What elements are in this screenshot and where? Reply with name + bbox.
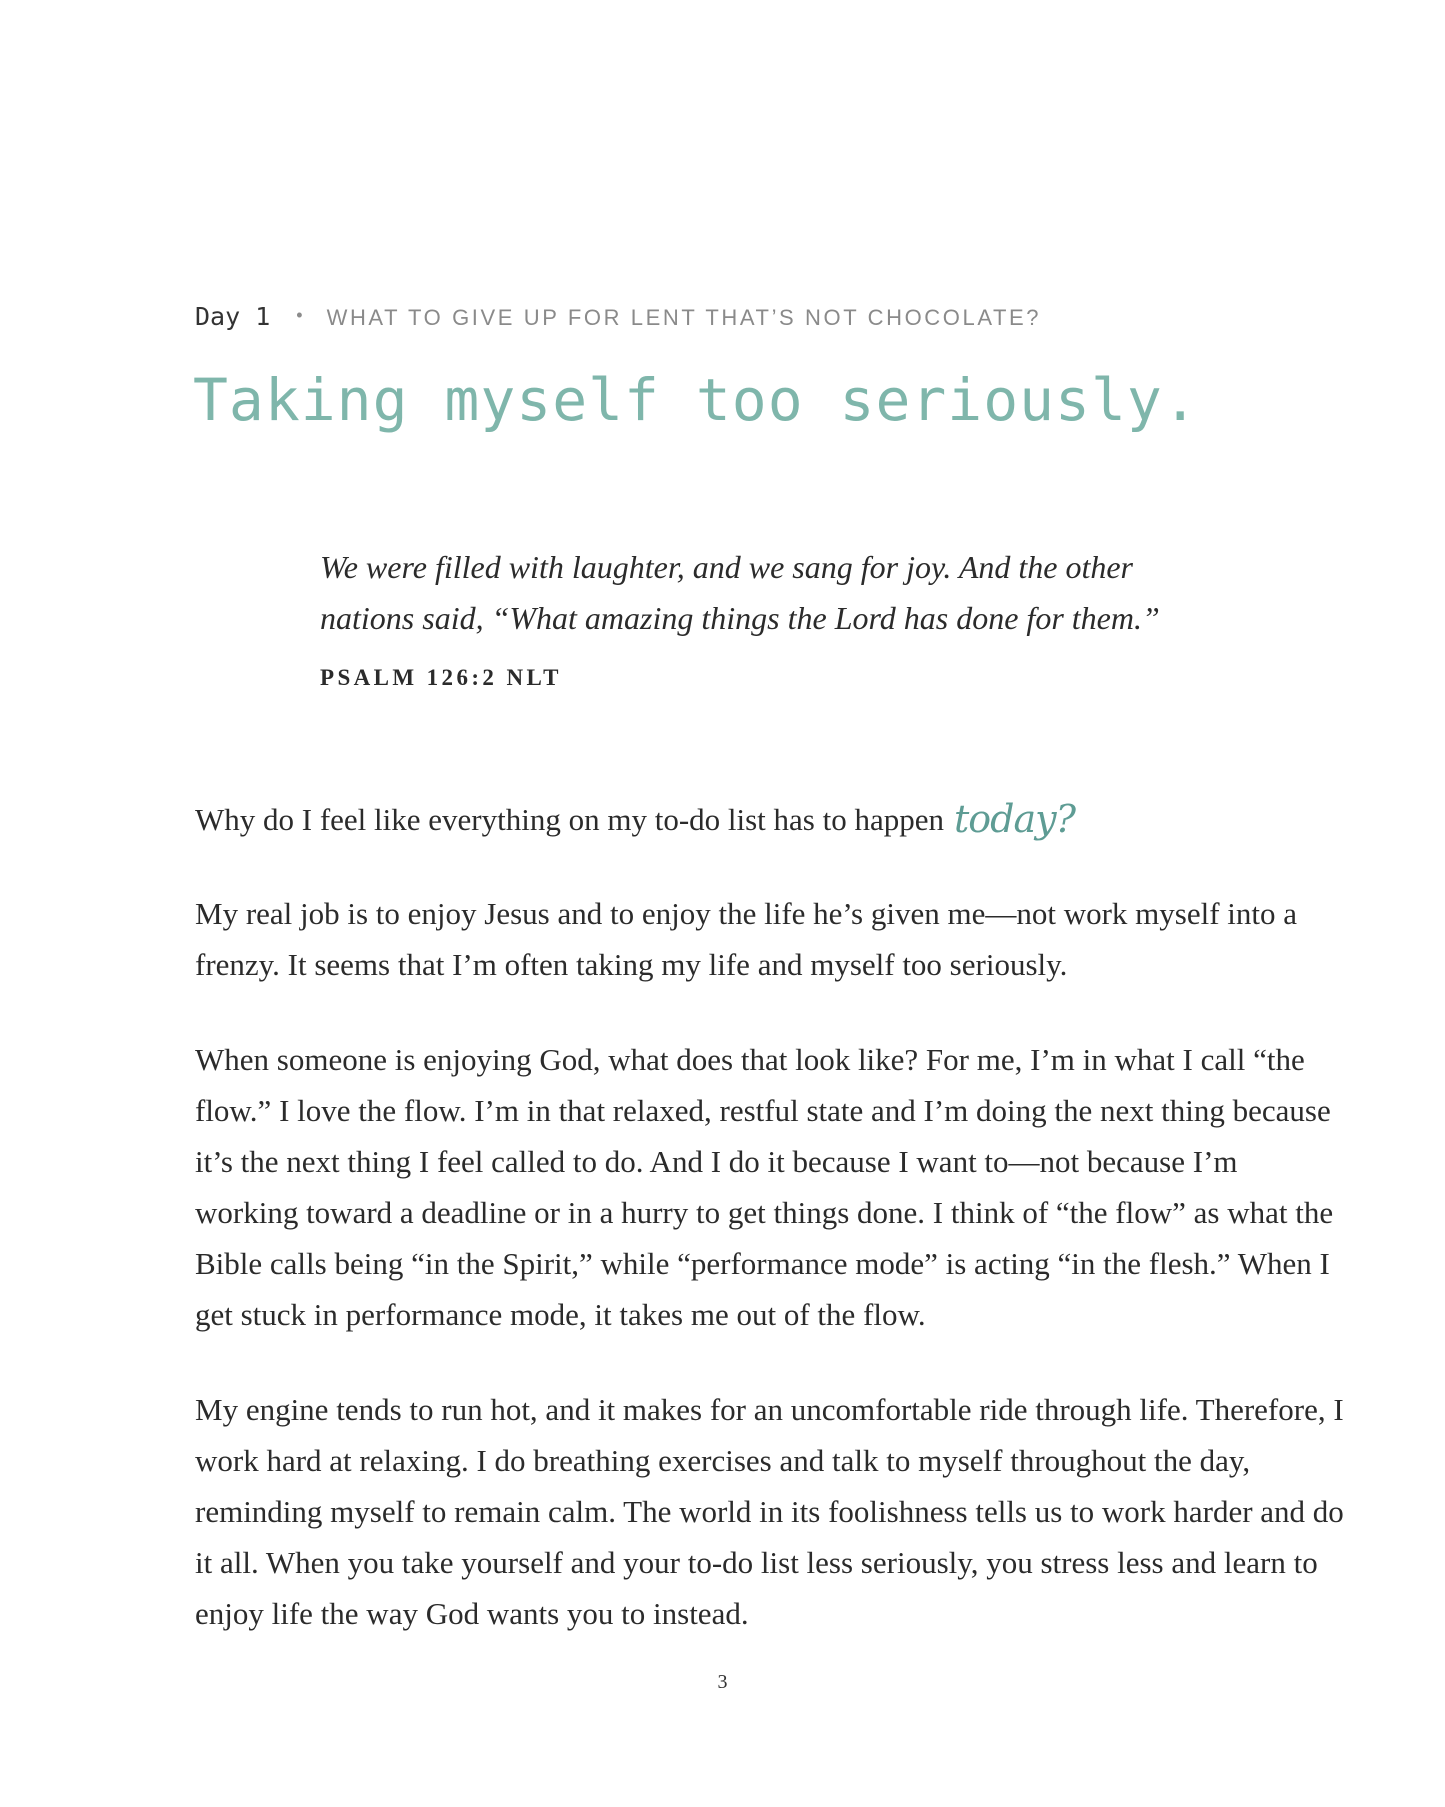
paragraph-1-text: Why do I feel like everything on my to-do list has to happen (195, 802, 944, 837)
handwritten-word: today? (954, 797, 1075, 841)
body-paragraph-2: My real job is to enjoy Jesus and to enjoy the life he’s given me—not work myself into a frenzy. It seems that I’m often taking my life and myself too seriously. (195, 896, 1298, 982)
scripture-quote: We were filled with laughter, and we sang for joy. And the other nations said, “What amazing things the Lord has done for them.” (320, 549, 1160, 636)
page-title: Taking myself too seriously. (193, 366, 1199, 434)
page-number: 3 (717, 1671, 728, 1693)
body-paragraph-4: My engine tends to run hot, and it makes for an uncomfortable ride through life. Therefore, I work hard at relaxing. I do breathing exercises and talk to myself throughout the day, reminding myself to remain calm. The world in its foolishness tells us to work harder and do it all. When you take yourself and your to-do list less seriously, you stress less and learn to enjoy life the way God wants you to instead. (195, 1392, 1344, 1631)
scripture-reference: PSALM 126:2 NLT (320, 665, 562, 690)
page-header (195, 302, 1041, 331)
body-paragraph-3: When someone is enjoying God, what does that look like? For me, I’m in what I call “the flow.” I love the flow. I’m in that relaxed, restful state and I’m doing the next thing because it’s the next thing I feel called to do. And I do it because I want to—not because I’m working toward a deadline or in a hurry to get things done. I think of “the flow” as what the Bible calls being “in the Spirit,” while “performance mode” is acting “in the flesh.” When I get stuck in performance mode, it takes me out of the flow. (195, 1042, 1334, 1332)
header-bullet: • (296, 305, 303, 325)
body-paragraph-1 (195, 792, 1345, 845)
series-title: WHAT TO GIVE UP FOR LENT THAT’S NOT CHOCOLATE? (326, 305, 1042, 330)
day-label: Day 1 (195, 302, 271, 331)
